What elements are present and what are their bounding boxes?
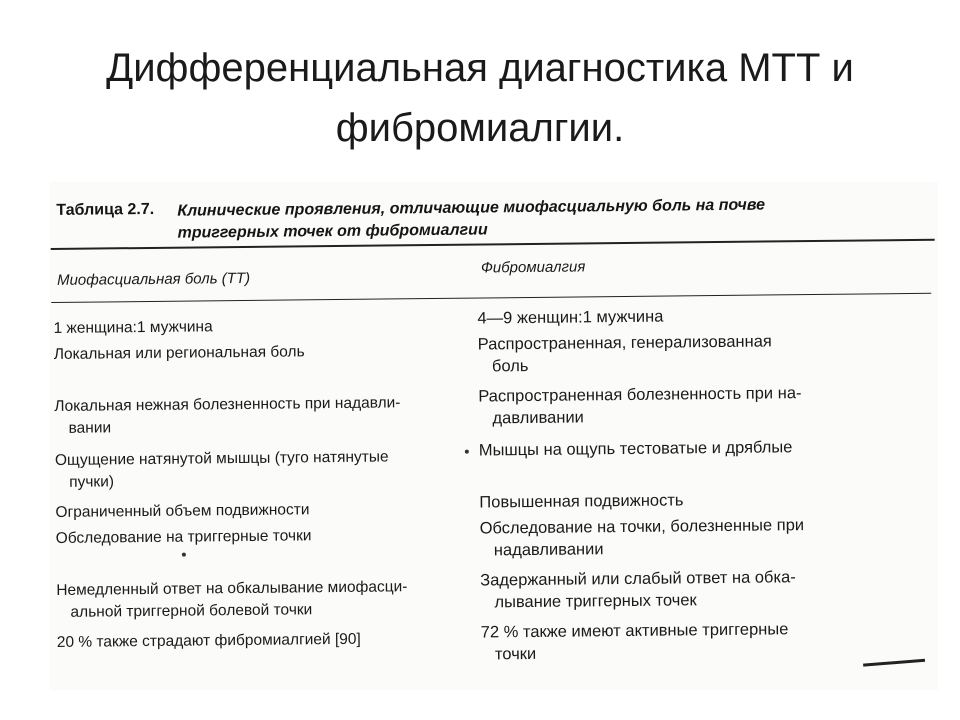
scanned-table [50, 173, 943, 690]
scan-speck [465, 450, 469, 454]
table-row-3-left [54, 392, 464, 440]
table-row-3-right [478, 381, 928, 430]
table-row-5-right [479, 487, 929, 514]
table-label: Таблица 2.7. [56, 200, 155, 219]
cell-line: альной триггерной болевой точки [70, 601, 313, 621]
slide-title-line-2: фибромиалгии. [335, 106, 625, 150]
cell-line: боль [491, 357, 529, 376]
cell-line: Распространенная, генерализованная [477, 332, 772, 354]
cell-line: Немедленный ответ на обкалывание миофасци- [56, 578, 408, 599]
cell-line: точки [494, 644, 537, 664]
cell-line: Обследование на точки, болезненные при [479, 516, 805, 538]
cell-line: давливании [492, 408, 584, 428]
table-row-4-right [479, 435, 929, 462]
cell-line: 72 % также имеют активные триггерные [480, 620, 789, 642]
cell-line: Ощущение натянутой мышцы (туго натянутые [54, 448, 389, 469]
table-caption-line-1: Клинические проявления, отличающие миофасциальную боль на почве [177, 196, 766, 220]
column-header-myofascial: Миофасциальная боль (ТТ) [56, 269, 251, 289]
cell-line: 1 женщина:1 мужчина [53, 318, 213, 337]
cell-line: пучки) [69, 473, 115, 491]
cell-line: Локальная нежная болезненность при надавли- [54, 394, 401, 415]
table-row-7-left [56, 576, 466, 624]
cell-line: 4—9 женщин:1 мужчина [477, 307, 664, 328]
column-header-fibromyalgia: Фибромиалгия [480, 258, 586, 277]
cell-line: Мышцы на ощупь тестоватые и дряблые [478, 438, 793, 460]
table-row-2-left [54, 340, 464, 366]
table-row-8-right [481, 617, 931, 666]
cell-line: 20 % также страдают фибромиалгией [90] [56, 630, 361, 651]
table-row-1-left [53, 314, 463, 340]
table-row-6-left [56, 524, 466, 550]
table-row-1-right [477, 303, 927, 330]
cell-line: Локальная или региональная боль [53, 343, 305, 363]
cell-line: Ограниченный объем подвижности [55, 501, 310, 521]
table-header-rule [51, 293, 931, 303]
scanned-table-image [50, 182, 938, 690]
table-row-6-right [480, 513, 930, 562]
cell-line: вании [68, 419, 112, 437]
table-row-4-left [55, 446, 465, 494]
cell-line: надавливании [493, 540, 604, 560]
table-caption-line-2: триггерных точек от фибромиалгии [177, 221, 488, 242]
scan-speck [182, 553, 186, 557]
table-row-2-right [478, 329, 928, 378]
table-row-7-right [480, 565, 930, 614]
slide-title-line-1: Дифференциальная диагностика МТТ и [106, 46, 854, 90]
table-row-5-left [55, 498, 465, 524]
cell-line: Распространенная болезненность при на- [478, 384, 802, 406]
cell-line: Задержанный или слабый ответ на обка- [480, 568, 796, 590]
slide-title [0, 38, 960, 158]
table-row-8-left [57, 628, 467, 654]
cell-line: Обследование на триггерные точки [55, 527, 312, 547]
table-caption [177, 193, 937, 245]
cell-line: лывание триггерных точек [494, 591, 697, 612]
cell-line: Повышенная подвижность [479, 491, 684, 512]
